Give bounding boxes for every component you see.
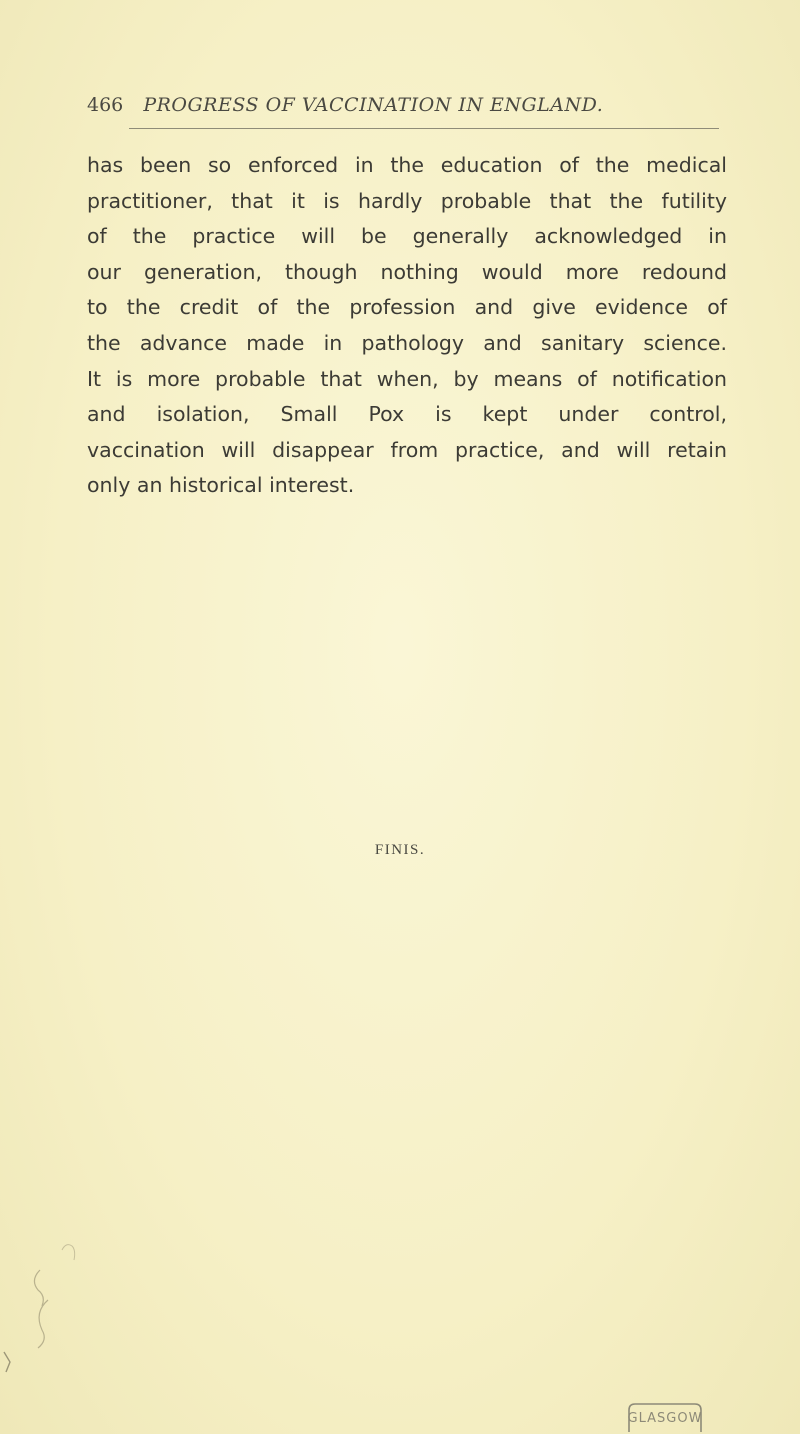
text-line: practitioner, that it is hardly probable that the futility: [87, 188, 727, 213]
text-line: It is more probable that when, by means of notification: [87, 366, 727, 391]
text-line: has been so enforced in the education of the medical: [87, 153, 727, 177]
text-line: only an historical interest.: [87, 473, 355, 498]
library-stamp: [623, 1398, 705, 1434]
text-line: to the credit of the profession and give evidence of: [87, 295, 727, 320]
page-number: 466: [87, 94, 124, 116]
finis-label: FINIS.: [374, 842, 426, 858]
text-line: vaccination will disappear from practice, and will retain: [87, 437, 727, 462]
text-line: the advance made in pathology and sanitary science.: [87, 330, 727, 355]
stamp-text: GLASGOW: [627, 1411, 703, 1426]
text-line: and isolation, Small Pox is kept under control,: [87, 402, 727, 427]
running-title: PROGRESS OF VACCINATION IN ENGLAND.: [143, 94, 604, 116]
text-line: of the practice will be generally acknowledged in: [87, 224, 727, 249]
text-line: our generation, though nothing would more redound: [87, 259, 727, 284]
